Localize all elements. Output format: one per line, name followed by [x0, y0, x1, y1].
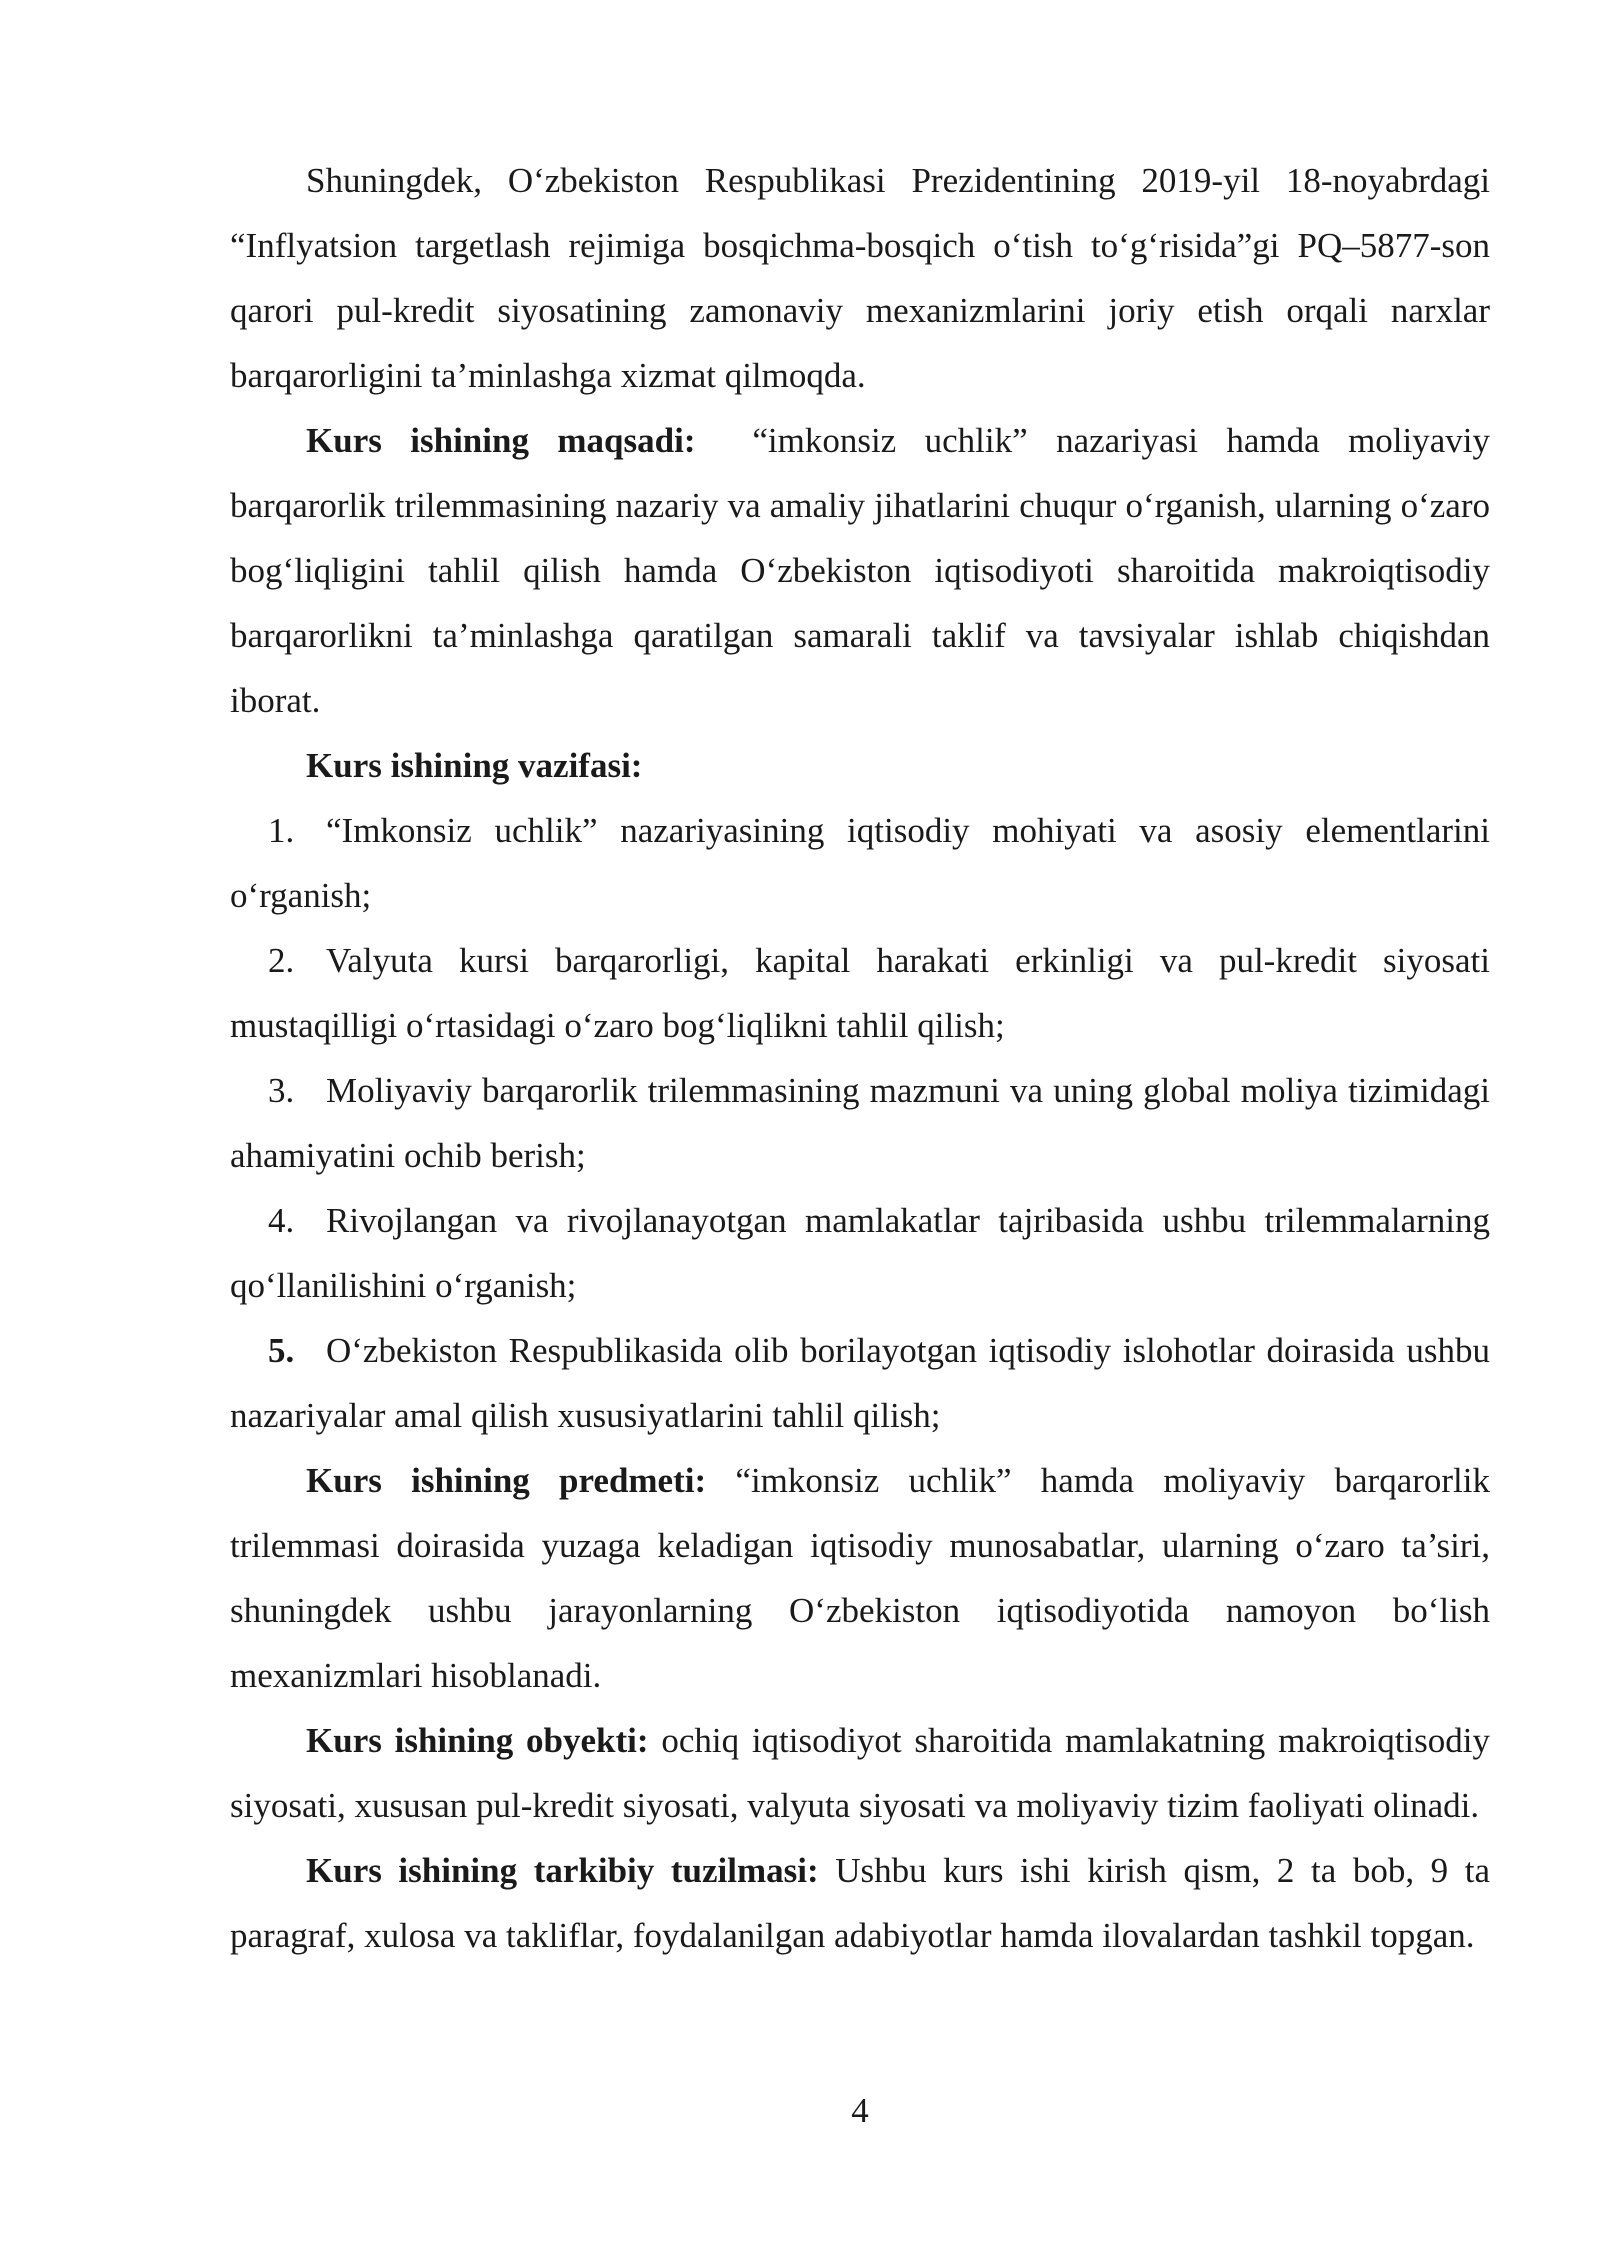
page-number: 4 — [851, 2091, 869, 2130]
vazifa-item-5 — [230, 1318, 1490, 1448]
document-page — [230, 148, 1490, 1968]
vazifa-label: Kurs ishining vazifasi: — [306, 746, 643, 785]
obyekt-paragraph — [230, 1708, 1490, 1838]
vazifa-item-text: Valyuta kursi barqarorligi, kapital harakati erkinligi va pul-kredit siyosati mustaqilligi o‘rtasidagi o‘zaro bog‘liqlikni tahlil qilish; — [230, 941, 1490, 1045]
vazifa-item-number: 5. — [268, 1331, 295, 1370]
obyekt-text: ochiq iqtisodiyot sharoitida mamlakatning makroiqtisodiy siyosati, xususan pul-kredit siyosati, valyuta siyosati va moliyaviy tizim faoliyati olinadi. — [230, 1721, 1490, 1825]
predmet-text: “imkonsiz uchlik” hamda moliyaviy barqarorlik trilemmasi doirasida yuzaga keladigan iqtisodiy munosabatlar, ularning o‘zaro ta’siri, shuningdek ushbu jarayonlarning O‘zbekiston iqtisodiyotida namoyon bo‘lish mexanizmlari hisoblanadi. — [230, 1461, 1491, 1695]
vazifa-item-4 — [230, 1188, 1490, 1318]
predmet-paragraph — [230, 1448, 1490, 1708]
vazifa-item-number: 2. — [268, 941, 295, 980]
vazifa-item-text: “Imkonsiz uchlik” nazariyasining iqtisodiy mohiyati va asosiy elementlarini o‘rganish; — [230, 811, 1490, 915]
vazifa-item-2 — [230, 928, 1490, 1058]
intro-paragraph — [230, 148, 1490, 408]
vazifa-item-text: Moliyaviy barqarorlik trilemmasining mazmuni va uning global moliya tizimidagi ahamiyatini ochib berish; — [230, 1071, 1490, 1175]
vazifa-item-3 — [230, 1058, 1490, 1188]
vazifa-item-number: 3. — [268, 1071, 295, 1110]
vazifa-item-text: Rivojlangan va rivojlanayotgan mamlakatlar tajribasida ushbu trilemmalarning qo‘llanilishini o‘rganish; — [230, 1201, 1490, 1305]
tuzilma-label: Kurs ishining tarkibiy tuzilmasi: — [306, 1851, 819, 1890]
vazifa-item-number: 4. — [268, 1201, 295, 1240]
tuzilma-text: Ushbu kurs ishi kirish qism, 2 ta bob, 9 ta paragraf, xulosa va takliflar, foydalanilgan adabiyotlar hamda ilovalardan tashkil topgan. — [230, 1851, 1490, 1955]
obyekt-label: Kurs ishining obyekti: — [306, 1721, 649, 1760]
maqsad-label: Kurs ishining maqsadi: — [306, 421, 696, 460]
intro-text: Shuningdek, O‘zbekiston Respublikasi Prezidentining 2019-yil 18-noyabrdagi “Inflyatsion targetlash rejimiga bosqichma-bosqich o‘tish to‘g‘risida”gi PQ–5877-son qarori pul-kredit siyosatining zamonaviy mexanizmlarini joriy etish orqali narxlar barqarorligini ta’minlashga xizmat qilmoqda. — [230, 161, 1490, 395]
tuzilma-paragraph — [230, 1838, 1490, 1968]
maqsad-paragraph — [230, 408, 1490, 733]
vazifa-item-1 — [230, 798, 1490, 928]
vazifa-item-number: 1. — [268, 811, 295, 850]
vazifa-heading — [230, 733, 1490, 798]
vazifa-item-text: O‘zbekiston Respublikasida olib borilayotgan iqtisodiy islohotlar doirasida ushbu nazariyalar amal qilish xususiyatlarini tahlil qilish; — [230, 1331, 1490, 1435]
predmet-label: Kurs ishining predmeti: — [306, 1461, 707, 1500]
maqsad-text: “imkonsiz uchlik” nazariyasi hamda moliyaviy barqarorlik trilemmasining nazariy va amaliy jihatlarini chuqur o‘rganish, ularning o‘zaro bog‘liqligini tahlil qilish hamda O‘zbekiston iqtisodiyoti sharoitida makroiqtisodiy barqarorlikni ta’minlashga qaratilgan samarali taklif va tavsiyalar ishlab chiqishdan iborat. — [230, 421, 1491, 720]
